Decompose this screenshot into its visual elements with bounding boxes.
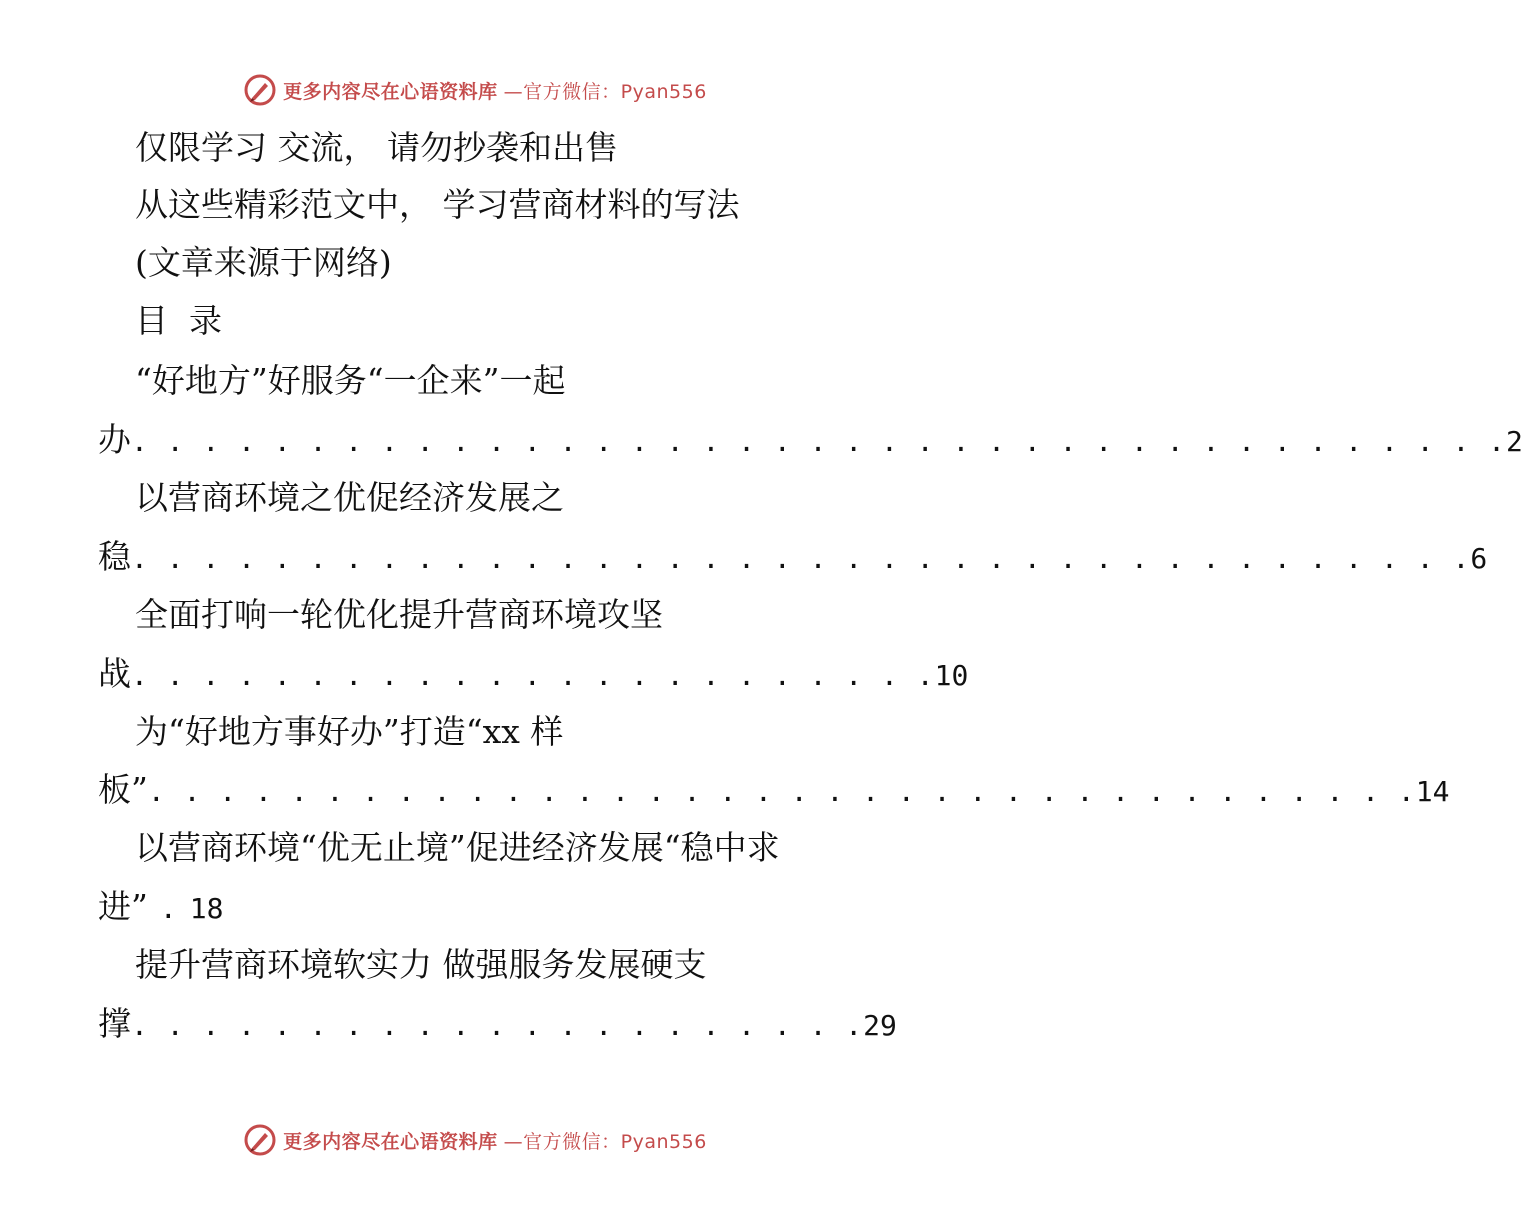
toc-entry-3-leader[interactable] <box>98 654 968 696</box>
toc-entry-6-page: 29 <box>863 1009 897 1042</box>
toc-entry-1-leader[interactable] <box>98 420 1523 462</box>
toc-entry-5-title[interactable]: 以营商环境“优无止境”促进经济发展“稳中求 <box>135 828 780 867</box>
toc-entry-4-title[interactable]: 为“好地方事好办”打造“xx 样 <box>135 712 564 751</box>
toc-entry-4-dots: . . . . . . . . . . . . . . . . . . . . . . . . . . . . . . . . . . . . <box>147 775 1416 808</box>
toc-entry-6-title[interactable]: 提升营商环境软实力 做强服务发展硬支 <box>135 945 707 984</box>
toc-entry-6-title-end: 撑 <box>98 1004 131 1043</box>
toc-entry-3-title[interactable]: 全面打响一轮优化提升营商环境攻坚 <box>135 595 663 634</box>
toc-entry-6-leader[interactable] <box>98 1004 897 1046</box>
banner-main-text: 更多内容尽在心语资料库 <box>283 1130 498 1153</box>
intro-line-3: (文章来源于网络) <box>135 243 392 282</box>
toc-entry-1-title[interactable]: “好地方”好服务“一企来”一起 <box>135 361 566 400</box>
toc-entry-1-page: 2 <box>1506 425 1523 458</box>
intro-line-2: 从这些精彩范文中， 学习营商材料的写法 <box>135 185 740 224</box>
toc-entry-2-title[interactable]: 以营商环境之优促经济发展之 <box>135 478 564 517</box>
toc-entry-2-leader[interactable] <box>98 537 1487 579</box>
toc-entry-3-title-end: 战 <box>98 654 131 693</box>
toc-entry-1-title-end: 办 <box>98 420 131 459</box>
header-banner <box>0 68 950 112</box>
banner-sub-text: —官方微信：Pyan556 <box>503 1130 707 1153</box>
toc-entry-5-leader[interactable] <box>98 887 223 929</box>
toc-entry-2-dots: . . . . . . . . . . . . . . . . . . . . . . . . . . . . . . . . . . . . . . <box>131 542 1471 575</box>
toc-entry-2-page: 6 <box>1470 542 1488 575</box>
toc-entry-5-dots: . <box>159 892 178 925</box>
toc-heading: 目 录 <box>135 301 222 340</box>
toc-entry-5-title-end: 进” <box>98 887 148 926</box>
toc-entry-1-dots: . . . . . . . . . . . . . . . . . . . . . . . . . . . . . . . . . . . . . . . <box>131 425 1507 458</box>
intro-line-1: 仅限学习 交流， 请勿抄袭和出售 <box>135 128 618 167</box>
footer-banner <box>0 1118 950 1162</box>
toc-entry-4-page: 14 <box>1415 775 1450 808</box>
toc-entry-4-leader[interactable] <box>98 770 1449 812</box>
pen-logo-icon <box>243 1123 277 1157</box>
toc-entry-3-page: 10 <box>934 659 969 692</box>
toc-entry-4-title-end: 板” <box>98 770 148 809</box>
banner-main-text: 更多内容尽在心语资料库 <box>283 80 498 103</box>
banner-sub-text: —官方微信：Pyan556 <box>503 80 707 103</box>
toc-entry-5-page: 18 <box>189 892 224 925</box>
pen-logo-icon <box>243 73 277 107</box>
toc-entry-6-dots: . . . . . . . . . . . . . . . . . . . . . <box>131 1009 864 1042</box>
toc-entry-2-title-end: 稳 <box>98 537 131 576</box>
toc-entry-3-dots: . . . . . . . . . . . . . . . . . . . . . . . <box>131 659 935 692</box>
